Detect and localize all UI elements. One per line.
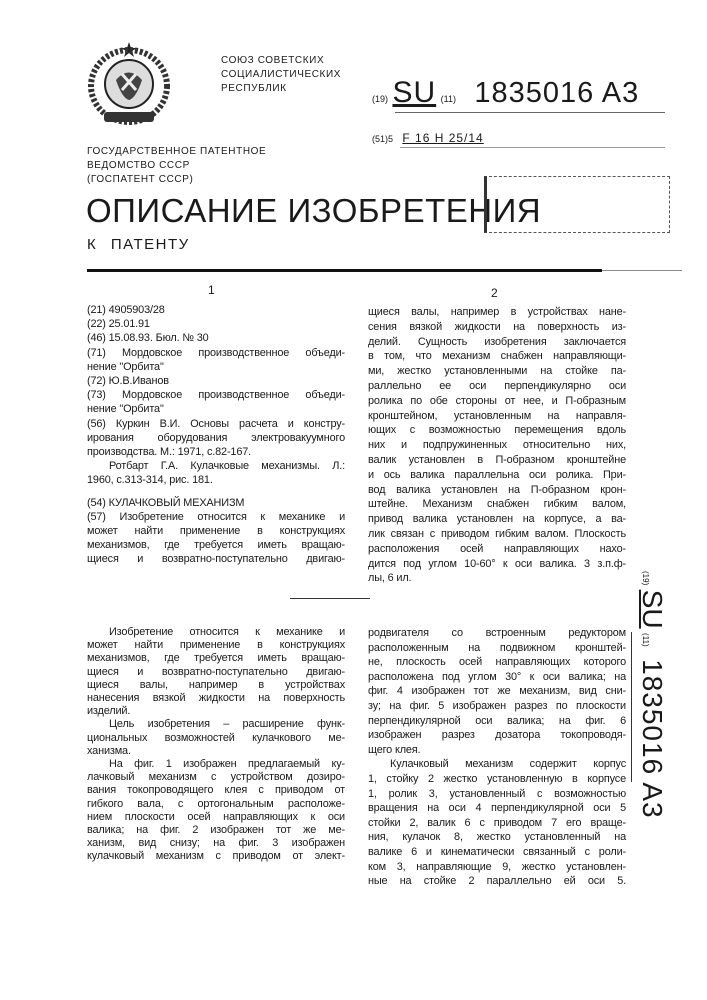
text-line: не, плоскость осей направляющих которого [368,655,626,670]
text-line: нанесения вязкой жидкости на поверхность [87,692,345,705]
text-line: зу; на фиг. 5 изображен разрез по плоскости [368,699,626,714]
text-line: ные на стойке 2 параллельно ей оси 5. [368,874,626,889]
text-line: производства. М.: 1971, с.82-167. [87,445,345,459]
union-line: РЕСПУБЛИК [221,82,341,96]
side-patent-label [622,570,682,800]
union-line: СОЮЗ СОВЕТСКИХ [221,54,341,68]
text-line: (21) 4905903/28 [87,303,345,317]
text-line: (71) Мордовское производственное объеди- [87,346,345,360]
union-line: СОЦИАЛИСТИЧЕСКИХ [221,68,341,82]
text-line: лик связан с приводом гибким валом. Плоскость [368,527,626,542]
side-code-11: (11) [641,633,650,647]
text-line: ния, кулачок 8, жестко установленный на [368,830,626,845]
library-stamp [484,176,670,233]
side-rule [631,632,632,782]
publication-number [372,76,639,110]
text-line: механизмов, где требуется иметь вращаю- [87,652,345,665]
text-line: вод валика установлен на П-образном крон- [368,483,626,498]
text-line: (72) Ю.В.Иванов [87,374,345,388]
text-line: родвигателя со встроенным редуктором [368,626,626,641]
text-line: (73) Мордовское производственное объеди- [87,388,345,402]
ipc-underline [400,147,665,148]
text-line: сения вязкой жидкости на поверхность из- [368,320,626,335]
text-line: ком 3, направляющие 9, жестко установлен- [368,860,626,875]
text-line: щиеся валы, например в устройствах нане- [368,305,626,320]
text-line: валик установлен в П-образном кронштейне [368,453,626,468]
side-country-code: SU [637,590,668,629]
text-line: лы, 6 ил. [368,571,626,586]
text-line: Ротбарт Г.А. Кулачковые механизмы. Л.: [87,459,345,473]
office-line: ГОСУДАРСТВЕННОЕ ПАТЕНТНОЕ [87,145,266,159]
text-line: 1, стойку 2 жестко установленную в корпусе [368,772,626,787]
text-line: них и подпружиненных относительно них, [368,438,626,453]
text-line: (54) КУЛАЧКОВЫЙ МЕХАНИЗМ [87,496,345,510]
text-line: нием плоскости осей направляющих к оси [87,811,345,824]
text-line: (22) 25.01.91 [87,317,345,331]
text-line: расположения осей направляющих нахо- [368,542,626,557]
text-line: привод валика установлен на корпусе, а ва- [368,512,626,527]
text-line: и ось валика параллельна оси ролика. При- [368,468,626,483]
text-line: раллельно ее оси перпендикулярно оси [368,379,626,394]
ussr-emblem [86,40,172,128]
text-line: фиг. 4 изображен тот же механизм, вид сни- [368,684,626,699]
text-line: ханизм, вид снизу; на фиг. 3 изображен [87,837,345,850]
bibliographic-data [87,303,345,567]
text-line: в том, что механизм снабжен направляющи- [368,349,626,364]
description-column-2 [368,626,626,889]
text-line: делий. Сущность изобретения заключается [368,335,626,350]
text-line: щиеся и возвратно-поступательно двигаю- [87,666,345,679]
ipc-classification [372,131,484,145]
text-line: кулачковый механизм с приводом от элект- [87,850,345,863]
text-line: может найти применение в конструкциях [87,639,345,652]
document-title: ОПИСАНИЕ ИЗОБРЕТЕНИЯ [86,192,541,230]
text-line [87,488,345,496]
text-line: щиеся валы, например в устройствах [87,679,345,692]
text-line: может найти применение в конструкциях [87,524,345,538]
text-line: Изобретение относится к механике и [87,626,345,639]
text-line: щиеся и возвратно-поступательно двигаю- [87,552,345,566]
column-number-2: 2 [491,286,498,300]
text-line: ролика по обе стороны от нее, и П-образным [368,394,626,409]
text-line: штейне. Механизм снабжен гибким валом, [368,497,626,512]
text-line: ханизма. [87,745,345,758]
text-line: 1, ролик 3, установленный с возможностью [368,787,626,802]
text-line: расположена под углом 30° к оси валика; на [368,670,626,685]
side-patent-number: 1835016 A3 [637,659,668,819]
abstract-text [368,305,626,586]
text-line: Кулачковый механизм содержит корпус [368,757,626,772]
text-line: циональных возможностей кулачкового ме- [87,732,345,745]
code-51: (51)5 [372,134,393,144]
union-name [221,54,341,96]
text-line: валика; на фиг. 2 изображен тот же ме- [87,824,345,837]
text-line: кронштейном, установленным на направля- [368,409,626,424]
section-divider [290,598,370,599]
patent-number: 1835016 A3 [474,77,639,109]
text-line: (57) Изобретение относится к механике и [87,510,345,524]
number-underline [395,112,665,113]
text-line: ющих с возможностью перемещения вдоль [368,423,626,438]
code-19: (19) [372,94,388,104]
text-line: лачковый механизм с устройством дозиро- [87,771,345,784]
text-line: стойки 2, валик 6 с приводом 7 его враще- [368,816,626,831]
text-line: механизмов, где требуется иметь вращаю- [87,538,345,552]
text-line: вращения на оси 4 перпендикулярной оси 5 [368,801,626,816]
column-number-1: 1 [208,283,215,297]
office-line: (ГОСПАТЕНТ СССР) [87,173,266,187]
header-rule [87,269,602,272]
text-line: На фиг. 1 изображен предлагаемый ку- [87,758,345,771]
side-code-19: (19) [641,571,650,585]
text-line: расположенным на подвижном кронштей- [368,641,626,656]
text-line: 1960, с.313-314, рис. 181. [87,473,345,487]
text-line: Цель изобретения – расширение функ- [87,718,345,731]
code-11: (11) [441,94,456,104]
header-rule-tail [602,270,682,271]
text-line: изделий. [87,705,345,718]
patent-office [87,145,266,187]
text-line: изображен разрез дозатора токопроводя- [368,728,626,743]
text-line: гибкого вала, с ортогональным расположе- [87,798,345,811]
document-subtitle: К ПАТЕНТУ [87,236,190,253]
country-code: SU [392,76,436,109]
text-line: валике 6 и кинематически связанный с роли- [368,845,626,860]
text-line: перпендикулярной оси валика; на фиг. 6 [368,714,626,729]
text-line: вания токопроводящего клея с приводом от [87,784,345,797]
description-column-1 [87,626,345,864]
text-line: (46) 15.08.93. Бюл. № 30 [87,331,345,345]
text-line: ми, жестко установленными на стойке па- [368,364,626,379]
text-line: нение "Орбита" [87,402,345,416]
text-line: ирования оборудования электровакуумного [87,431,345,445]
text-line: нение "Орбита" [87,360,345,374]
ipc-code: F 16 H 25/14 [402,131,483,145]
text-line: щего клея. [368,743,626,758]
text-line: (56) Куркин В.И. Основы расчета и констру- [87,417,345,431]
office-line: ВЕДОМСТВО СССР [87,159,266,173]
text-line: дится под углом 10-60° к оси валика. 3 з.п.ф- [368,557,626,572]
